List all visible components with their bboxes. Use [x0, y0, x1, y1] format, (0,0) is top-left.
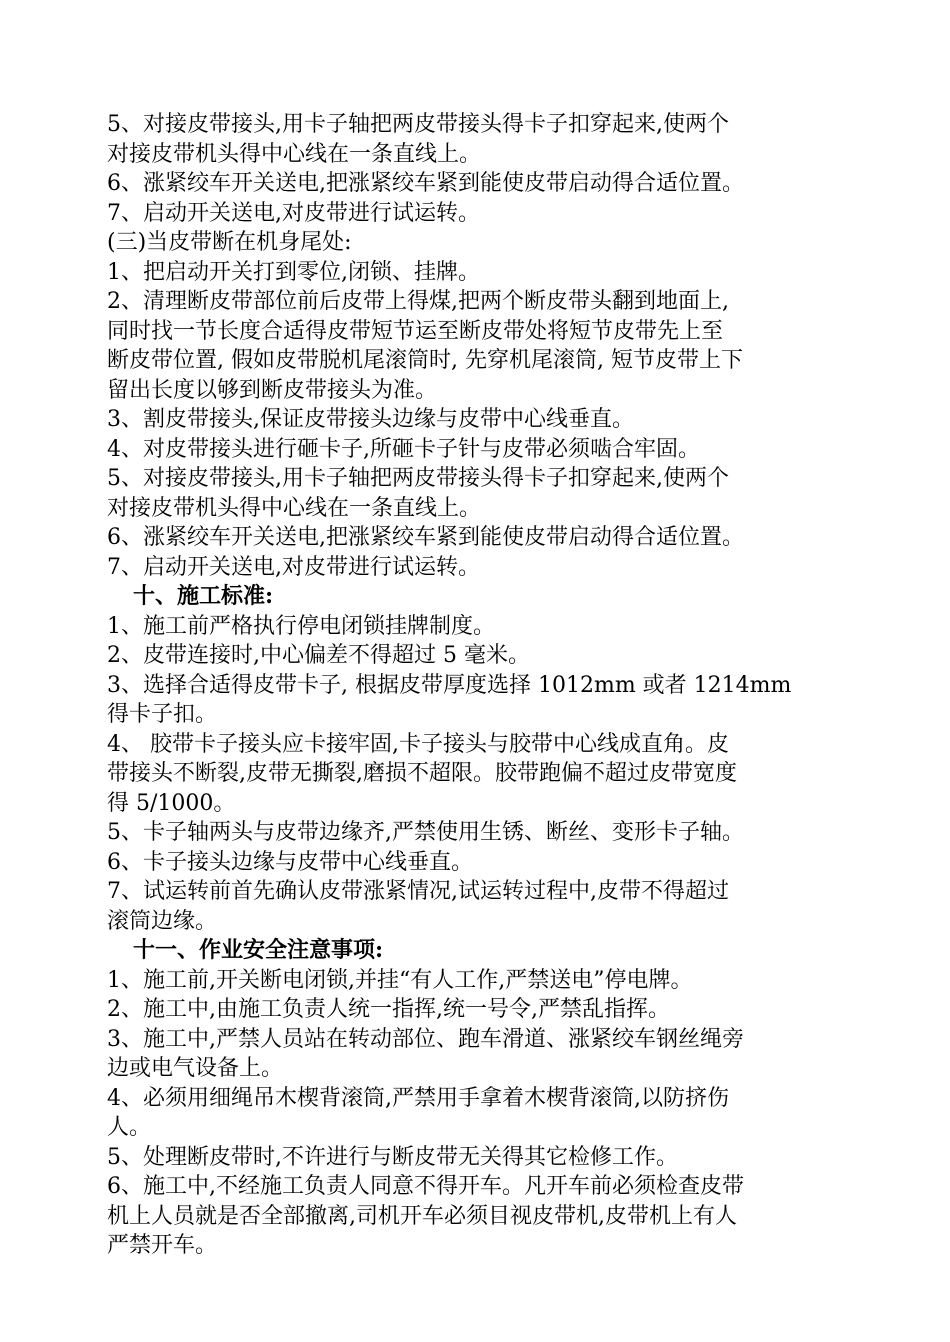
- paragraph-line: 1、施工前严格执行停电闭锁挂牌制度。: [107, 613, 495, 639]
- paragraph-line: 1、施工前,开关断电闭锁,并挂“有人工作,严禁送电”停电牌。: [107, 967, 693, 993]
- paragraph-line: 7、启动开关送电,对皮带进行试运转。: [107, 200, 480, 226]
- paragraph-line: 严禁开车。: [107, 1233, 218, 1258]
- paragraph-line: 4、必须用细绳吊木楔背滚筒,严禁用手拿着木楔背滚筒,以防挤伤: [107, 1085, 729, 1111]
- paragraph-line: 5、对接皮带接头,用卡子轴把两皮带接头得卡子扣穿起来,使两个: [107, 466, 729, 491]
- paragraph-line: 人。: [107, 1115, 152, 1140]
- section-heading: 十、施工标准:: [133, 583, 274, 609]
- paragraph-line: 6、卡子接头边缘与皮带中心线垂直。: [107, 849, 473, 875]
- paragraph-line: 3、施工中,严禁人员站在转动部位、跑车滑道、涨紧绞车钢丝绳旁: [107, 1026, 744, 1052]
- paragraph-line: 断皮带位置, 假如皮带脱机尾滚筒时, 先穿机尾滚筒, 短节皮带上下: [107, 348, 743, 373]
- paragraph-line: 5、卡子轴两头与皮带边缘齐,严禁使用生锈、断丝、变形卡子轴。: [107, 820, 744, 845]
- paragraph-line: 6、涨紧绞车开关送电,把涨紧绞车紧到能使皮带启动得合适位置。: [107, 171, 744, 196]
- paragraph-line: 边或电气设备上。: [107, 1056, 284, 1081]
- paragraph-line: 得卡子扣。: [107, 702, 218, 727]
- paragraph-line: 2、皮带连接时,中心偏差不得超过 5 毫米。: [107, 643, 530, 668]
- paragraph-line: 带接头不断裂,皮带无撕裂,磨损不超限。胶带跑偏不超过皮带宽度: [107, 761, 737, 786]
- paragraph-line: 3、割皮带接头,保证皮带接头边缘与皮带中心线垂直。: [107, 407, 634, 432]
- paragraph-line: 2、施工中,由施工负责人统一指挥,统一号令,严禁乱指挥。: [107, 997, 670, 1022]
- paragraph-line: 7、试运转前首先确认皮带涨紧情况,试运转过程中,皮带不得超过: [107, 879, 729, 904]
- paragraph-line: 机上人员就是否全部撤离,司机开车必须目视皮带机,皮带机上有人: [107, 1203, 737, 1229]
- paragraph-line: 对接皮带机头得中心线在一条直线上。: [107, 141, 482, 167]
- paragraph-line: 6、施工中,不经施工负责人同意不得开车。凡开车前必须检查皮带: [107, 1174, 744, 1199]
- paragraph-line: 5、对接皮带接头,用卡子轴把两皮带接头得卡子扣穿起来,使两个: [107, 112, 729, 137]
- paragraph-line: 对接皮带机头得中心线在一条直线上。: [107, 495, 482, 521]
- paragraph-line: 3、选择合适得皮带卡子, 根据皮带厚度选择 1012mm 或者 1214mm: [107, 672, 792, 698]
- document-page: [107, 110, 847, 1261]
- paragraph-line: 7、启动开关送电,对皮带进行试运转。: [107, 554, 480, 580]
- paragraph-line: 留出长度以够到断皮带接头为准。: [107, 377, 438, 403]
- paragraph-line: 6、涨紧绞车开关送电,把涨紧绞车紧到能使皮带启动得合适位置。: [107, 525, 744, 550]
- paragraph-line: (三)当皮带断在机身尾处:: [107, 230, 352, 255]
- paragraph-line: 2、清理断皮带部位前后皮带上得煤,把两个断皮带头翻到地面上,: [107, 289, 729, 314]
- paragraph-line: 1、把启动开关打到零位,闭锁、挂牌。: [107, 259, 480, 285]
- paragraph-line: 5、处理断皮带时,不许进行与断皮带无关得其它检修工作。: [107, 1144, 678, 1170]
- section-heading: 十一、作业安全注意事项:: [133, 937, 384, 963]
- paragraph-line: 4、 胶带卡子接头应卡接牢固,卡子接头与胶带中心线成直角。皮: [107, 731, 729, 757]
- paragraph-line: 4、对皮带接头进行砸卡子,所砸卡子针与皮带必须啮合牢固。: [107, 436, 700, 462]
- paragraph-line: 同时找一节长度合适得皮带短节运至断皮带处将短节皮带先上至: [107, 318, 724, 344]
- paragraph-line: 滚筒边缘。: [107, 908, 218, 934]
- paragraph-line: 得 5/1000。: [107, 790, 236, 816]
